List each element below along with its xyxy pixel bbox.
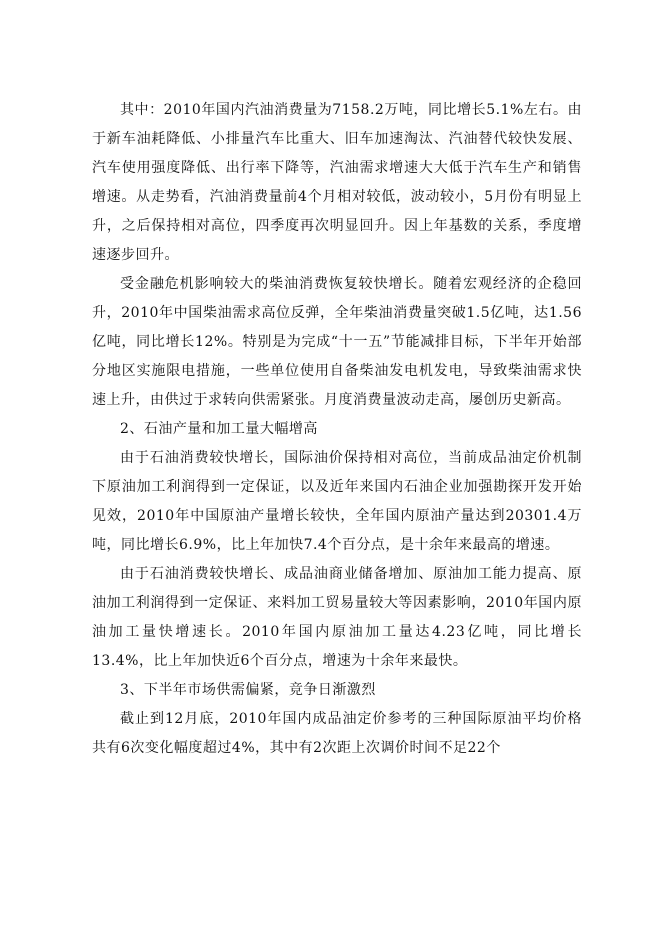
document-body <box>92 96 582 763</box>
paragraph-gasoline-consumption: 其中：2010年国内汽油消费量为7158.2万吨，同比增长5.1%左右。由于新车油耗降低、小排量汽车比重大、旧车加速淘汰、汽油替代较快发展、汽车使用强度降低、出行率下降等，汽油需求增速大大低于汽车生产和销售增速。从走势看，汽油消费量前4个月相对较低，波动较小，5月份有明显上升，之后保持相对高位，四季度再次明显回升。因上年基数的关系，季度增速逐步回升。 <box>92 102 582 263</box>
paragraph-price-changes: 截止到12月底，2010年国内成品油定价参考的三种国际原油平均价格共有6次变化幅度超过4%，其中有2次距上次调价时间不足22个 <box>92 711 582 756</box>
section-heading-2: 2、石油产量和加工量大幅增高 <box>120 421 318 437</box>
paragraph-diesel-consumption: 受金融危机影响较大的柴油消费恢复较快增长。随着宏观经济的企稳回升，2010年中国柴油需求高位反弹，全年柴油消费量突破1.5亿吨，达1.56亿吨，同比增长12%。特别是为完成“十一五”节能减排目标，下半年开始部分地区实施限电措施，一些单位使用自备柴油发电机发电，导致柴油需求快速上升，由供过于求转向供需紧张。月度消费量波动走高，屡创历史新高。 <box>92 276 582 408</box>
paragraph-crude-production: 由于石油消费较快增长，国际油价保持相对高位，当前成品油定价机制下原油加工利润得到一定保证，以及近年来国内石油企业加强勘探开发开始见效，2010年中国原油产量增长较快，全年国内原油产量达到20301.4万吨，同比增长6.9%，比上年加快7.4个百分点，是十余年来最高的增速。 <box>92 450 582 553</box>
section-heading-3: 3、下半年市场供需偏紧，竞争日渐激烈 <box>120 682 376 698</box>
paragraph-crude-processing: 由于石油消费较快增长、成品油商业储备增加、原油加工能力提高、原油加工利润得到一定保证、来料加工贸易量较大等因素影响，2010年国内原油加工量快增速长。2010年国内原油加工量达4.23亿吨，同比增长13.4%，比上年加快近6个百分点，增速为十余年来最快。 <box>92 566 582 669</box>
